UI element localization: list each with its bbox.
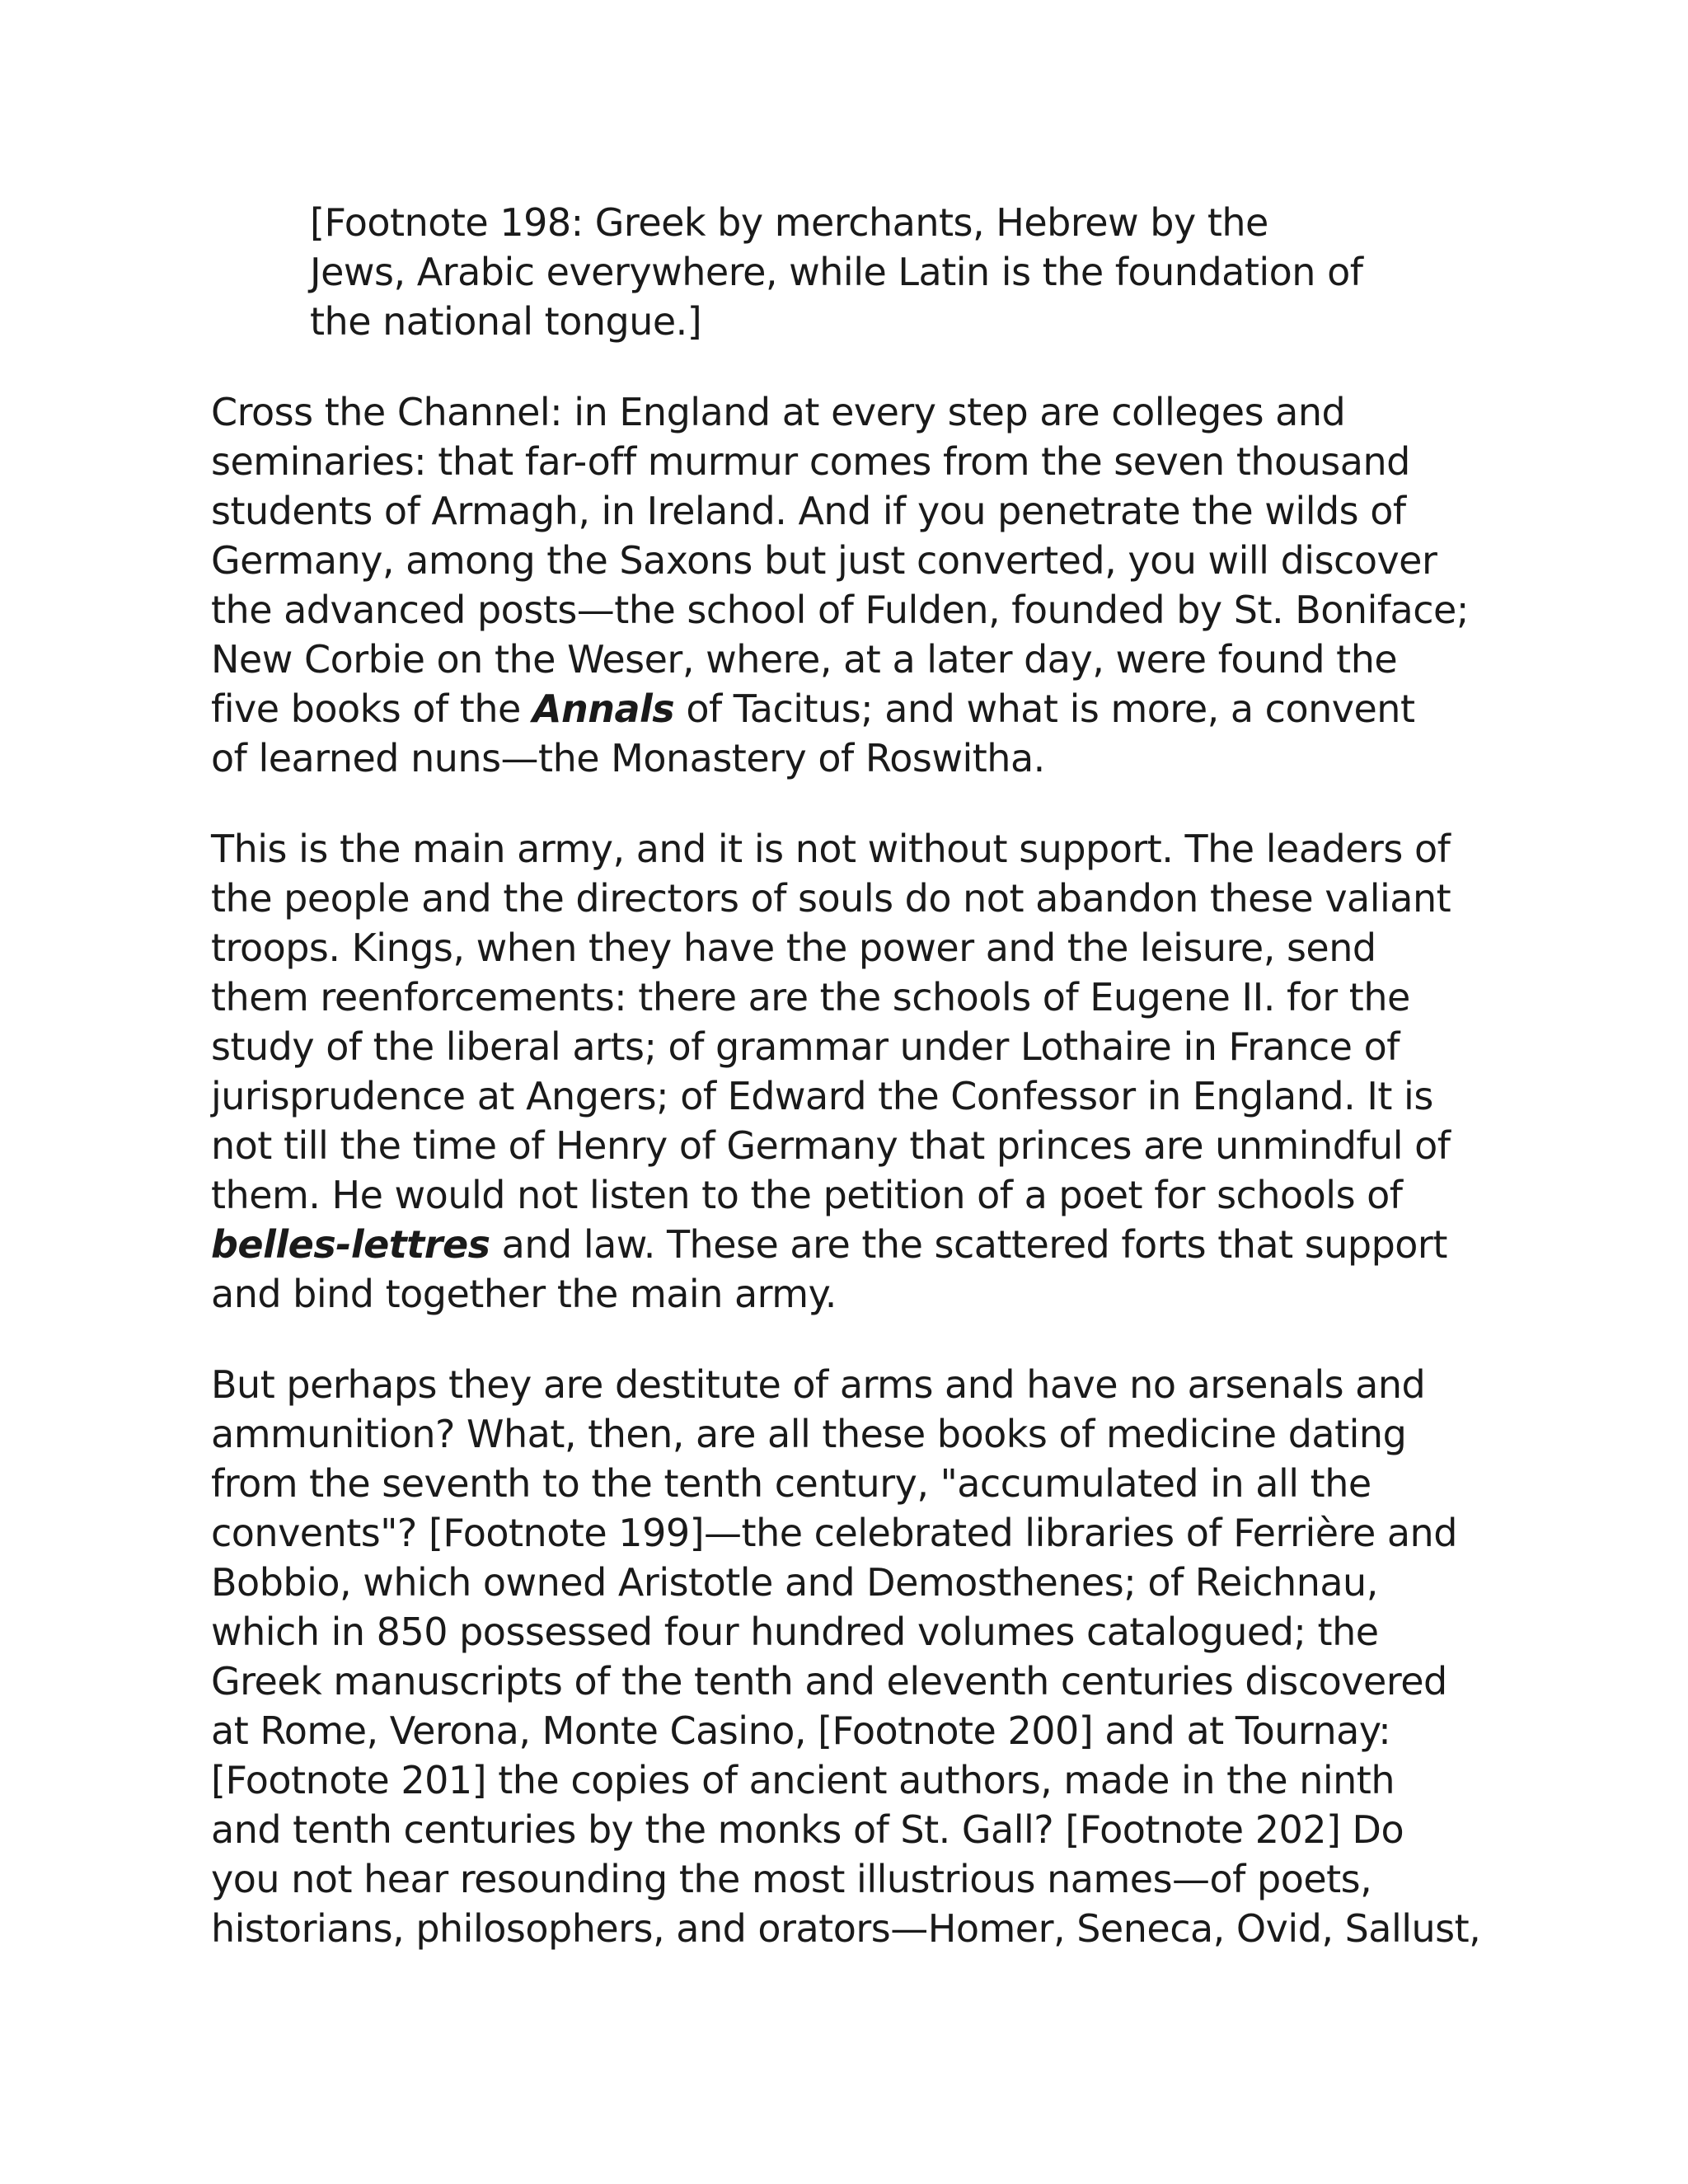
text-run: of Tacitus; and what is more, a convent xyxy=(674,687,1415,731)
paragraph-cross-the-channel xyxy=(211,387,1513,783)
text-line: and tenth centuries by the monks of St. Gall? [Footnote 202] Do xyxy=(211,1807,1404,1852)
text-line: Cross the Channel: in England at every step are colleges and xyxy=(211,390,1346,434)
emphasis-belles-lettres: belles-lettres xyxy=(211,1222,490,1267)
text-line: historians, philosophers, and orators—Homer, Seneca, Ovid, Sallust, xyxy=(211,1906,1481,1951)
text-line: jurisprudence at Angers; of Edward the Confessor in England. It is xyxy=(211,1074,1433,1118)
footnote-line: the national tongue.] xyxy=(310,299,702,344)
text-line: the advanced posts—the school of Fulden, founded by St. Boniface; xyxy=(211,588,1469,632)
text-line: ammunition? What, then, are all these books of medicine dating xyxy=(211,1412,1407,1456)
text-line: from the seventh to the tenth century, "accumulated in all the xyxy=(211,1461,1372,1506)
text-run: five books of the xyxy=(211,687,532,731)
text-line: troops. Kings, when they have the power and the leisure, send xyxy=(211,926,1376,970)
paragraph-arsenals xyxy=(211,1360,1513,1953)
text-line: and bind together the main army. xyxy=(211,1272,837,1316)
text-line: This is the main army, and it is not without support. The leaders of xyxy=(211,827,1451,871)
text-line: not till the time of Henry of Germany that princes are unmindful of xyxy=(211,1123,1451,1168)
text-line: of learned nuns—the Monastery of Roswitha. xyxy=(211,736,1045,780)
text-run: and law. These are the scattered forts that support xyxy=(490,1222,1447,1267)
footnote-198 xyxy=(310,198,1464,346)
text-line: at Rome, Verona, Monte Casino, [Footnote 200] and at Tournay: xyxy=(211,1708,1391,1753)
text-line: them. He would not listen to the petition of a poet for schools of xyxy=(211,1173,1403,1217)
paragraph-main-army xyxy=(211,824,1513,1319)
text-line: Germany, among the Saxons but just converted, you will discover xyxy=(211,538,1437,583)
text-line: Greek manuscripts of the tenth and eleventh centuries discovered xyxy=(211,1659,1447,1704)
text-line xyxy=(211,1220,1513,1269)
footnote-line: Jews, Arabic everywhere, while Latin is the foundation of xyxy=(310,250,1363,294)
text-line: seminaries: that far-off murmur comes from the seven thousand xyxy=(211,439,1410,484)
text-line: which in 850 possessed four hundred volumes catalogued; the xyxy=(211,1610,1379,1654)
text-line: them reenforcements: there are the schools of Eugene II. for the xyxy=(211,975,1410,1019)
text-line: students of Armagh, in Ireland. And if you penetrate the wilds of xyxy=(211,489,1406,533)
text-line: study of the liberal arts; of grammar under Lothaire in France of xyxy=(211,1024,1400,1069)
footnote-line: [Footnote 198: Greek by merchants, Hebrew by the xyxy=(310,200,1268,245)
text-line: convents"? [Footnote 199]—the celebrated libraries of Ferrière and xyxy=(211,1511,1457,1555)
text-line: the people and the directors of souls do not abandon these valiant xyxy=(211,876,1451,921)
text-line: [Footnote 201] the copies of ancient authors, made in the ninth xyxy=(211,1758,1395,1802)
text-line: New Corbie on the Weser, where, at a later day, were found the xyxy=(211,637,1398,682)
emphasis-annals: Annals xyxy=(532,687,675,731)
text-line: But perhaps they are destitute of arms and have no arsenals and xyxy=(211,1362,1426,1407)
text-line xyxy=(211,684,1513,733)
text-line: Bobbio, which owned Aristotle and Demosthenes; of Reichnau, xyxy=(211,1560,1378,1605)
text-line: you not hear resounding the most illustrious names—of poets, xyxy=(211,1857,1372,1901)
